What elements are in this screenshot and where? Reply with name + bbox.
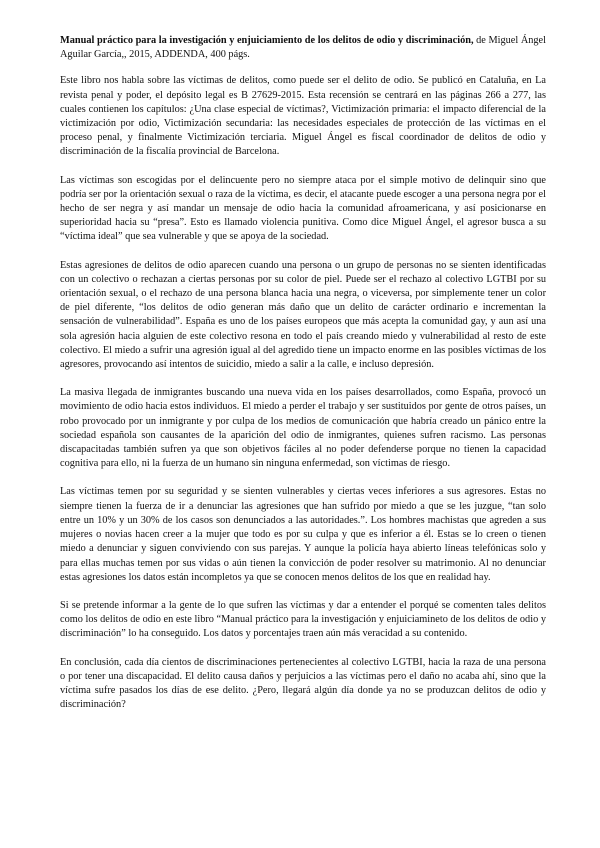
bibliographic-info: de Miguel Ángel Aguilar García,, 2015, ADDENDA, 400 págs. <box>60 35 546 61</box>
book-title: Manual práctico para la investigación y enjuiciamiento de los delitos de odio y discriminación, <box>60 35 474 46</box>
paragraph-immigration: La masiva llegada de inmigrantes buscando una nueva vida en los países desarrollados, como España, provocó un movimiento de odio hacia estos individuos. El miedo a perder el trabajo y ser sustituidos por gente de otros países, un robo provocado por un inmigrante y por culpa de los medios de comunicación que habría creado un pánico entre la sociedad española son causantes de la aparición del odio de inmigrantes, quienes sufren racismo. Las personas discapacitadas también sufren ya que son objetivos fáciles al no poder defenderse porque no tienen la capacidad cognitiva para ello, ni la fuerza de un humano sin ninguna enfermedad, son víctimas de riesgo. <box>60 387 546 470</box>
document-heading <box>60 34 546 62</box>
paragraph-introduction: Este libro nos habla sobre las víctimas de delitos, como puede ser el delito de odio. Se publicó en Cataluña, en La revista penal y poder, el depósito legal es B 27629-2015. Esta recensión se centrará en las páginas 266 a 277, las cuales contienen los capítulos: ¿Una clase especial de víctimas?, Victimización primaria: el impacto diferencial de la victimización por odio, Victimización secundaria: las necesidades especiales de protección de las víctimas en el proceso penal, y finalmente Victimización terciaria. Miguel Ángel es fiscal coordinador de delitos de odio y discriminación de la fiscalía provincial de Barcelona. <box>60 75 546 158</box>
paragraph-victim-selection: Las víctimas son escogidas por el delincuente pero no siempre ataca por el simple motivo de delinquir sino que podría ser por la orientación sexual o raza de la víctima, es decir, el atacante puede escoger a una persona negra por el hecho de ser negra y así mandar un mensaje de odio hacia la comunidad afroamericana, y así posicionarse en superioridad hacia su “presa”. Esto es llamado violencia punitiva. Como dice Miguel Ángel, el agresor busca a su “víctima ideal” que sea vulnerable y que se apoya de la sociedad. <box>60 174 546 243</box>
paragraph-conclusion: En conclusión, cada día cientos de discriminaciones pertenecientes al colectivo LGTBI, hacia la raza de una persona o por tener una discapacidad. El delito causa daños y perjuicios a las víctimas pero el daño no acaba ahí, sino que la víctima sufre pasados los días de ese delito. ¿Pero, llegará algún día donde ya no se produzcan delitos de odio y discriminación? <box>60 656 546 711</box>
paragraph-book-assessment: Si se pretende informar a la gente de lo que sufren las víctimas y dar a entender el porqué se comenten tales delitos como los delitos de odio en este libro “Manual práctico para la investigación y enjuiciamineto de los delitos de odio y discriminación” lo ha conseguido. Los datos y porcentajes traen aún más veracidad a su contenido. <box>60 599 546 640</box>
paragraph-hate-aggressions: Estas agresiones de delitos de odio aparecen cuando una persona o un grupo de personas no se sienten identificadas con un colectivo o rechazan a ciertas personas por su color de piel. Puede ser el rechazo al colectivo LGTBI por su orientación sexual, o el rechazo de una persona blanca hacia una negra, o viceversa, por simplemente tener un color de piel diferente, “los delitos de odio generan más daño que un delito de carácter ordinario e incrementan la sensación de vulnerabilidad”. España es uno de los países europeos que más acepta la comunidad gay, y aun así una sola agresión hacia alguien de este colectivo resona en todo el país creando miedo y vulnerabilidad al resto de este colectivo. El miedo a sufrir una agresión igual al del agredido tiene un impacto enorme en las posibles víctimas de los agresores, provocando así intentos de suicidio, miedo a salir a la calle, e incluso depresión. <box>60 259 546 371</box>
paragraph-fear-reporting: Las víctimas temen por su seguridad y se sienten vulnerables y ciertas veces inferiores a sus agresores. Estas no siempre tienen la fuerza de ir a denunciar las agresiones que han sufrido por miedo a que se les juzgue, “tan solo entre un 10% y un 30% de los casos son denunciados a las autoridades.”. Los hombres machistas que agreden a sus mujeres o novias hacen creer a la mujer que todo es por su culpa y que es inferior a él. Estas se lo creen o tienen miedo a denunciar y siguen conviviendo con sus parejas. Y aunque la policía haya abierto líneas telefónicas solo y para ellas muchas temen por sus vidas o aún tienen la convicción de poder resolver su matrimonio. Al no denunciar estas agresiones los datos están incompletos ya que se conocen menos delitos de los que en realidad hay. <box>60 486 546 583</box>
